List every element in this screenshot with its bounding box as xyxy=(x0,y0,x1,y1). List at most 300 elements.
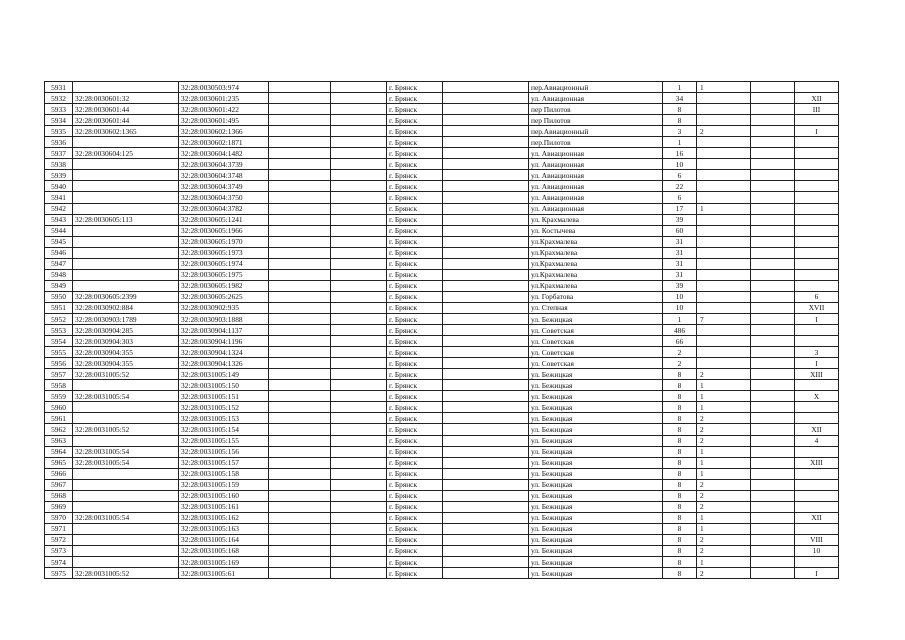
cell-e1 xyxy=(269,104,331,115)
cell-house: 8 xyxy=(663,557,697,568)
cell-city: г. Брянск xyxy=(387,170,443,181)
cell-corp xyxy=(697,280,751,291)
cell-e2 xyxy=(331,258,387,269)
table-row xyxy=(45,490,839,501)
cell-e5: XIII xyxy=(795,369,839,380)
table-row xyxy=(45,269,839,280)
cell-house: 2 xyxy=(663,347,697,358)
cell-e1 xyxy=(269,402,331,413)
cell-e1 xyxy=(269,347,331,358)
cell-old_cad: 32:28:0030904:355 xyxy=(73,358,179,369)
cell-city: г. Брянск xyxy=(387,557,443,568)
cell-new_cad: 32:28:0030605:1973 xyxy=(179,247,269,258)
cell-e3 xyxy=(443,126,529,137)
table-row xyxy=(45,192,839,203)
cell-e1 xyxy=(269,225,331,236)
cell-corp xyxy=(697,170,751,181)
cell-e2 xyxy=(331,380,387,391)
cell-num: 5967 xyxy=(45,479,73,490)
cell-corp xyxy=(697,115,751,126)
cell-e3 xyxy=(443,347,529,358)
cell-corp: 1 xyxy=(697,203,751,214)
cell-num: 5970 xyxy=(45,512,73,523)
cell-e2 xyxy=(331,358,387,369)
cell-e4 xyxy=(751,170,795,181)
register-table xyxy=(44,81,839,579)
cell-e3 xyxy=(443,358,529,369)
cell-corp: 2 xyxy=(697,413,751,424)
cell-e2 xyxy=(331,336,387,347)
cell-e1 xyxy=(269,457,331,468)
cell-e4 xyxy=(751,347,795,358)
cell-e3 xyxy=(443,468,529,479)
cell-city: г. Брянск xyxy=(387,446,443,457)
cell-e2 xyxy=(331,203,387,214)
cell-house: 16 xyxy=(663,148,697,159)
cell-street: ул. Бежицкая xyxy=(529,568,663,579)
cell-corp: 1 xyxy=(697,468,751,479)
cell-new_cad: 32:28:0030605:1970 xyxy=(179,236,269,247)
cell-corp xyxy=(697,192,751,203)
cell-e5: 3 xyxy=(795,347,839,358)
cell-e3 xyxy=(443,170,529,181)
cell-e3 xyxy=(443,568,529,579)
cell-e1 xyxy=(269,181,331,192)
cell-house: 31 xyxy=(663,269,697,280)
table-row xyxy=(45,446,839,457)
cell-e5: 10 xyxy=(795,545,839,556)
cell-e2 xyxy=(331,325,387,336)
cell-old_cad: 32:28:0031005:54 xyxy=(73,446,179,457)
table-row xyxy=(45,148,839,159)
cell-old_cad xyxy=(73,479,179,490)
table-row xyxy=(45,391,839,402)
cell-corp: 2 xyxy=(697,490,751,501)
table-row xyxy=(45,402,839,413)
cell-street: ул.Крахмалева xyxy=(529,258,663,269)
cell-e2 xyxy=(331,82,387,93)
cell-house: 8 xyxy=(663,512,697,523)
cell-num: 5959 xyxy=(45,391,73,402)
cell-old_cad: 32:28:0030601:44 xyxy=(73,104,179,115)
cell-city: г. Брянск xyxy=(387,325,443,336)
cell-new_cad: 32:28:0031005:149 xyxy=(179,369,269,380)
cell-house: 486 xyxy=(663,325,697,336)
cell-city: г. Брянск xyxy=(387,545,443,556)
cell-house: 8 xyxy=(663,424,697,435)
cell-e1 xyxy=(269,214,331,225)
cell-e2 xyxy=(331,159,387,170)
cell-house: 8 xyxy=(663,523,697,534)
table-row xyxy=(45,82,839,93)
cell-num: 5974 xyxy=(45,557,73,568)
cell-city: г. Брянск xyxy=(387,181,443,192)
cell-e2 xyxy=(331,269,387,280)
cell-e1 xyxy=(269,534,331,545)
cell-e1 xyxy=(269,93,331,104)
cell-e5 xyxy=(795,137,839,148)
cell-old_cad xyxy=(73,402,179,413)
cell-e3 xyxy=(443,435,529,446)
cell-new_cad: 32:28:0030904:1196 xyxy=(179,336,269,347)
cell-new_cad: 32:28:0031005:151 xyxy=(179,391,269,402)
cell-e4 xyxy=(751,159,795,170)
cell-new_cad: 32:28:0030601:422 xyxy=(179,104,269,115)
table-row xyxy=(45,336,839,347)
cell-street: пер.Авиационный xyxy=(529,82,663,93)
table-row xyxy=(45,225,839,236)
table-row xyxy=(45,214,839,225)
cell-new_cad: 32:28:0031005:168 xyxy=(179,545,269,556)
cell-street: ул. Авиационная xyxy=(529,192,663,203)
cell-e1 xyxy=(269,236,331,247)
table-row xyxy=(45,557,839,568)
cell-street: ул.Крахмалева xyxy=(529,236,663,247)
cell-e1 xyxy=(269,424,331,435)
cell-e3 xyxy=(443,302,529,313)
cell-street: ул. Авиационная xyxy=(529,170,663,181)
cell-city: г. Брянск xyxy=(387,369,443,380)
cell-street: пер.Авиационный xyxy=(529,126,663,137)
cell-e1 xyxy=(269,82,331,93)
cell-street: ул. Бежицкая xyxy=(529,512,663,523)
cell-e3 xyxy=(443,291,529,302)
cell-city: г. Брянск xyxy=(387,192,443,203)
cell-e1 xyxy=(269,380,331,391)
cell-street: ул. Бежицкая xyxy=(529,380,663,391)
cell-e4 xyxy=(751,391,795,402)
cell-city: г. Брянск xyxy=(387,115,443,126)
cell-e3 xyxy=(443,457,529,468)
cell-e2 xyxy=(331,291,387,302)
cell-old_cad xyxy=(73,501,179,512)
table-row xyxy=(45,435,839,446)
table-row xyxy=(45,457,839,468)
cell-house: 31 xyxy=(663,236,697,247)
cell-house: 31 xyxy=(663,258,697,269)
cell-num: 5964 xyxy=(45,446,73,457)
cell-old_cad xyxy=(73,170,179,181)
table-row xyxy=(45,181,839,192)
cell-e3 xyxy=(443,269,529,280)
cell-corp xyxy=(697,258,751,269)
cell-e4 xyxy=(751,148,795,159)
cell-street: пер Пилотов xyxy=(529,115,663,126)
cell-e3 xyxy=(443,325,529,336)
cell-e4 xyxy=(751,313,795,324)
cell-e2 xyxy=(331,557,387,568)
cell-city: г. Брянск xyxy=(387,568,443,579)
cell-house: 1 xyxy=(663,313,697,324)
cell-old_cad: 32:28:0031005:54 xyxy=(73,512,179,523)
cell-city: г. Брянск xyxy=(387,501,443,512)
cell-new_cad: 32:28:0030604:3782 xyxy=(179,203,269,214)
cell-e5 xyxy=(795,170,839,181)
cell-city: г. Брянск xyxy=(387,148,443,159)
cell-e3 xyxy=(443,391,529,402)
cell-old_cad xyxy=(73,380,179,391)
cell-e5: XII xyxy=(795,424,839,435)
cell-e5 xyxy=(795,269,839,280)
cell-e4 xyxy=(751,181,795,192)
cell-e4 xyxy=(751,369,795,380)
cell-street: ул. Горбатова xyxy=(529,291,663,302)
cell-city: г. Брянск xyxy=(387,402,443,413)
cell-street: ул. Бежицкая xyxy=(529,391,663,402)
table-row xyxy=(45,369,839,380)
cell-house: 10 xyxy=(663,302,697,313)
cell-city: г. Брянск xyxy=(387,258,443,269)
cell-street: ул. Крахмалева xyxy=(529,214,663,225)
cell-street: ул. Советская xyxy=(529,325,663,336)
cell-e4 xyxy=(751,280,795,291)
cell-e2 xyxy=(331,490,387,501)
cell-house: 22 xyxy=(663,181,697,192)
cell-e5 xyxy=(795,115,839,126)
cell-e4 xyxy=(751,568,795,579)
cell-e5 xyxy=(795,225,839,236)
cell-house: 8 xyxy=(663,568,697,579)
cell-e4 xyxy=(751,380,795,391)
cell-e2 xyxy=(331,446,387,457)
cell-old_cad: 32:28:0030904:303 xyxy=(73,336,179,347)
cell-e5 xyxy=(795,468,839,479)
cell-num: 5941 xyxy=(45,192,73,203)
cell-e1 xyxy=(269,468,331,479)
cell-old_cad: 32:28:0030605:2399 xyxy=(73,291,179,302)
table-row xyxy=(45,313,839,324)
cell-street: ул. Бежицкая xyxy=(529,402,663,413)
cell-e2 xyxy=(331,280,387,291)
table-row xyxy=(45,568,839,579)
cell-e2 xyxy=(331,137,387,148)
cell-house: 8 xyxy=(663,435,697,446)
cell-e4 xyxy=(751,325,795,336)
cell-house: 60 xyxy=(663,225,697,236)
cell-new_cad: 32:28:0030503:974 xyxy=(179,82,269,93)
cell-e1 xyxy=(269,568,331,579)
cell-city: г. Брянск xyxy=(387,424,443,435)
cell-old_cad xyxy=(73,181,179,192)
cell-e2 xyxy=(331,236,387,247)
cell-e3 xyxy=(443,446,529,457)
cell-num: 5957 xyxy=(45,369,73,380)
cell-num: 5932 xyxy=(45,93,73,104)
cell-house: 8 xyxy=(663,468,697,479)
cell-e4 xyxy=(751,468,795,479)
cell-new_cad: 32:28:0030904:1326 xyxy=(179,358,269,369)
cell-street: ул. Бежицкая xyxy=(529,501,663,512)
cell-street: пер Пилотов xyxy=(529,104,663,115)
cell-num: 5961 xyxy=(45,413,73,424)
cell-street: ул. Бежицкая xyxy=(529,413,663,424)
cell-old_cad xyxy=(73,247,179,258)
cell-num: 5939 xyxy=(45,170,73,181)
cell-e1 xyxy=(269,115,331,126)
cell-corp: 1 xyxy=(697,523,751,534)
cell-old_cad: 32:28:0031005:52 xyxy=(73,369,179,380)
cell-city: г. Брянск xyxy=(387,313,443,324)
cell-e3 xyxy=(443,159,529,170)
cell-e1 xyxy=(269,247,331,258)
cell-house: 10 xyxy=(663,291,697,302)
cell-num: 5963 xyxy=(45,435,73,446)
cell-e5 xyxy=(795,523,839,534)
cell-num: 5951 xyxy=(45,302,73,313)
cell-e1 xyxy=(269,512,331,523)
cell-house: 10 xyxy=(663,159,697,170)
cell-e1 xyxy=(269,302,331,313)
cell-new_cad: 32:28:0030605:1241 xyxy=(179,214,269,225)
cell-corp xyxy=(697,104,751,115)
cell-e5: X xyxy=(795,391,839,402)
table-row xyxy=(45,413,839,424)
cell-house: 8 xyxy=(663,446,697,457)
cell-e5: XIII xyxy=(795,457,839,468)
cell-old_cad xyxy=(73,435,179,446)
cell-new_cad: 32:28:0030605:1982 xyxy=(179,280,269,291)
cell-e1 xyxy=(269,258,331,269)
cell-old_cad: 32:28:0030601:32 xyxy=(73,93,179,104)
table-row xyxy=(45,236,839,247)
cell-old_cad: 32:28:0030605:113 xyxy=(73,214,179,225)
cell-city: г. Брянск xyxy=(387,159,443,170)
cell-e3 xyxy=(443,380,529,391)
cell-e5: VIII xyxy=(795,534,839,545)
cell-e3 xyxy=(443,413,529,424)
cell-street: ул. Бежицкая xyxy=(529,490,663,501)
cell-new_cad: 32:28:0030605:1975 xyxy=(179,269,269,280)
cell-e5 xyxy=(795,192,839,203)
cell-old_cad xyxy=(73,490,179,501)
cell-e5 xyxy=(795,402,839,413)
cell-e2 xyxy=(331,347,387,358)
cell-old_cad: 32:28:0031005:54 xyxy=(73,391,179,402)
cell-e3 xyxy=(443,236,529,247)
cell-old_cad: 32:28:0031005:54 xyxy=(73,457,179,468)
cell-street: ул. Бежицкая xyxy=(529,534,663,545)
table-row xyxy=(45,302,839,313)
cell-e2 xyxy=(331,391,387,402)
table-row xyxy=(45,170,839,181)
cell-old_cad xyxy=(73,280,179,291)
cell-e4 xyxy=(751,446,795,457)
cell-new_cad: 32:28:0031005:163 xyxy=(179,523,269,534)
cell-e4 xyxy=(751,402,795,413)
cell-city: г. Брянск xyxy=(387,479,443,490)
cell-new_cad: 32:28:0031005:152 xyxy=(179,402,269,413)
cell-corp xyxy=(697,181,751,192)
cell-e5 xyxy=(795,380,839,391)
cell-city: г. Брянск xyxy=(387,93,443,104)
cell-new_cad: 32:28:0031005:169 xyxy=(179,557,269,568)
cell-old_cad: 32:28:0030604:125 xyxy=(73,148,179,159)
cell-num: 5958 xyxy=(45,380,73,391)
cell-e5 xyxy=(795,557,839,568)
cell-e4 xyxy=(751,126,795,137)
table-row xyxy=(45,247,839,258)
cell-street: ул. Авиационная xyxy=(529,181,663,192)
cell-num: 5934 xyxy=(45,115,73,126)
cell-old_cad xyxy=(73,413,179,424)
cell-num: 5948 xyxy=(45,269,73,280)
cell-e3 xyxy=(443,247,529,258)
cell-house: 8 xyxy=(663,391,697,402)
cell-corp: 2 xyxy=(697,534,751,545)
table-row xyxy=(45,115,839,126)
cell-num: 5943 xyxy=(45,214,73,225)
cell-house: 2 xyxy=(663,358,697,369)
cell-new_cad: 32:28:0031005:61 xyxy=(179,568,269,579)
cell-num: 5940 xyxy=(45,181,73,192)
table-row xyxy=(45,93,839,104)
table-row xyxy=(45,126,839,137)
cell-house: 34 xyxy=(663,93,697,104)
cell-e5 xyxy=(795,280,839,291)
cell-num: 5966 xyxy=(45,468,73,479)
cell-e1 xyxy=(269,501,331,512)
cell-e3 xyxy=(443,192,529,203)
cell-num: 5938 xyxy=(45,159,73,170)
cell-city: г. Брянск xyxy=(387,512,443,523)
cell-corp: 1 xyxy=(697,446,751,457)
cell-new_cad: 32:28:0030602:1871 xyxy=(179,137,269,148)
cell-city: г. Брянск xyxy=(387,468,443,479)
cell-e4 xyxy=(751,203,795,214)
cell-e2 xyxy=(331,313,387,324)
cell-corp: 7 xyxy=(697,313,751,324)
cell-street: ул. Советская xyxy=(529,336,663,347)
cell-corp xyxy=(697,159,751,170)
table-row xyxy=(45,534,839,545)
cell-num: 5965 xyxy=(45,457,73,468)
cell-e3 xyxy=(443,137,529,148)
cell-e4 xyxy=(751,104,795,115)
cell-num: 5949 xyxy=(45,280,73,291)
cell-corp xyxy=(697,214,751,225)
cell-house: 6 xyxy=(663,192,697,203)
cell-num: 5973 xyxy=(45,545,73,556)
cell-house: 8 xyxy=(663,413,697,424)
cell-e4 xyxy=(751,457,795,468)
cell-e2 xyxy=(331,214,387,225)
cell-new_cad: 32:28:0031005:161 xyxy=(179,501,269,512)
table-row xyxy=(45,358,839,369)
cell-street: ул.Крахмалева xyxy=(529,280,663,291)
cell-corp xyxy=(697,358,751,369)
cell-corp: 2 xyxy=(697,424,751,435)
cell-e1 xyxy=(269,413,331,424)
cell-street: ул. Бежицкая xyxy=(529,479,663,490)
cell-city: г. Брянск xyxy=(387,137,443,148)
cell-e2 xyxy=(331,413,387,424)
cell-new_cad: 32:28:0031005:162 xyxy=(179,512,269,523)
cell-street: ул.Крахмалева xyxy=(529,247,663,258)
table-row xyxy=(45,325,839,336)
cell-e5 xyxy=(795,247,839,258)
cell-city: г. Брянск xyxy=(387,280,443,291)
cell-new_cad: 32:28:0030604:1482 xyxy=(179,148,269,159)
cell-e3 xyxy=(443,181,529,192)
cell-house: 3 xyxy=(663,126,697,137)
cell-corp: 2 xyxy=(697,126,751,137)
table-row xyxy=(45,468,839,479)
cell-old_cad xyxy=(73,269,179,280)
cell-house: 1 xyxy=(663,137,697,148)
cell-e5 xyxy=(795,203,839,214)
cell-e2 xyxy=(331,302,387,313)
cell-house: 8 xyxy=(663,545,697,556)
